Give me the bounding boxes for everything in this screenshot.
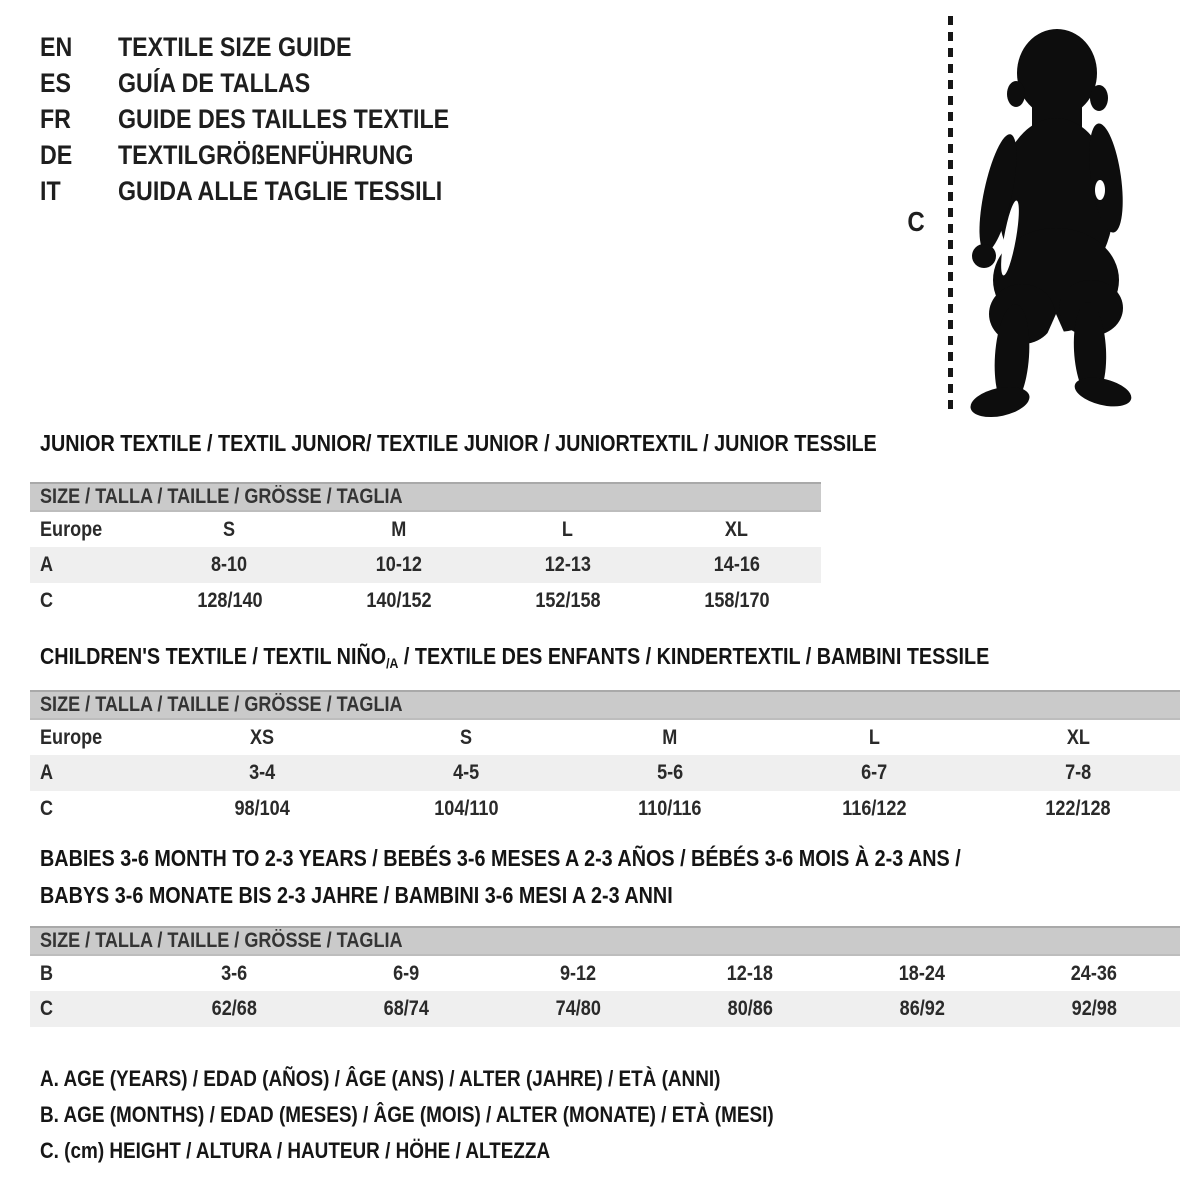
age-cell: 8-10 [211,553,248,576]
table-row-height [30,991,1180,1027]
children-section-title: CHILDREN'S TEXTILE / TEXTIL $NIÑO_{/A}$ / TEXTILE DES ENFANTS / KINDERTEXTIL / BAMBINI TESSILE [40,643,990,672]
height-cell: 86/92 [899,997,945,1020]
lang-code: DE [40,139,73,170]
size-header-bar [30,691,1180,719]
months-cell: 9-12 [559,961,597,985]
lang-row-it [40,173,503,209]
row-label: B [40,961,54,985]
babies-size-table [30,926,1180,1027]
age-cell: 6-7 [860,761,888,784]
junior-size-table [30,482,821,619]
months-cell: 3-6 [220,961,248,985]
height-cell: 128/140 [196,589,263,612]
months-cell: 6-9 [392,961,420,985]
lang-code: ES [40,67,71,98]
height-cell: 158/170 [703,589,770,612]
legend-height-cm: C. (cm) HEIGHT / ALTURA / HAUTEUR / HÖHE / ALTEZZA [40,1138,551,1163]
row-label: C [40,997,54,1020]
age-cell: 10-12 [375,553,422,576]
size-cell: L [561,517,574,541]
lang-code: EN [40,31,73,62]
row-label: Europe [40,725,103,749]
size-cell: S [223,517,236,541]
height-cell: 74/80 [555,997,601,1020]
height-cell: 122/128 [1045,797,1111,820]
babies-section-title-line1: BABIES 3-6 MONTH TO 2-3 YEARS / BEBÉS 3-6 MESES A 2-3 AÑOS / BÉBÉS 3-6 MOIS À 2-3 ANS / [40,845,961,871]
guide-title-es: GUÍA DE TALLAS [118,67,311,98]
size-header-label: SIZE / TALLA / TAILLE / GRÖSSE / TAGLIA [40,693,403,716]
row-label: A [40,553,54,576]
size-cell: XL [1066,725,1090,749]
title-subscript: /A [386,655,399,672]
lang-row-de [40,137,503,173]
row-label: Europe [40,517,103,541]
lang-code: FR [40,103,71,134]
age-cell: 5-6 [656,761,684,784]
months-cell: 12-18 [726,961,774,985]
row-label: C [40,589,54,612]
height-cell: 104/110 [433,797,499,820]
size-cell: XS [249,725,275,749]
height-cell: 110/116 [638,797,702,820]
months-cell: 18-24 [898,961,946,985]
size-header-bar [30,483,821,511]
toddler-silhouette-icon [960,18,1142,420]
guide-title-fr: GUIDE DES TAILLES TEXTILE [118,103,450,134]
age-cell: 3-4 [248,761,276,784]
age-cell: 14-16 [713,553,760,576]
table-row-age [30,547,821,583]
row-label: C [40,797,54,820]
height-cell: 152/158 [534,589,601,612]
guide-title-it: GUIDA ALLE TAGLIE TESSILI [118,175,443,206]
age-cell: 4-5 [452,761,480,784]
lang-row-fr [40,101,503,137]
age-cell: 12-13 [544,553,591,576]
table-row-months [30,955,1180,991]
babies-section-title-line2: BABYS 3-6 MONATE BIS 2-3 JAHRE / BAMBINI 3-6 MESI A 2-3 ANNI [40,882,673,908]
language-title-block [40,29,503,209]
height-cell: 68/74 [383,997,429,1020]
size-cell: XL [724,517,749,541]
size-cell: L [868,725,880,749]
age-cell: 7-8 [1064,761,1092,784]
size-header-label: SIZE / TALLA / TAILLE / GRÖSSE / TAGLIA [40,485,403,508]
children-size-table [30,690,1180,827]
lang-row-en [40,29,503,65]
guide-title-de: TEXTILGRÖßENFÜHRUNG [118,139,414,170]
height-measure-line [948,16,953,416]
size-cell: M [390,517,407,541]
months-cell: 24-36 [1070,961,1118,985]
size-cell: S [459,725,473,749]
table-row-height [30,791,1180,827]
lang-code: IT [40,175,61,206]
row-label: A [40,761,54,784]
junior-section-title: JUNIOR TEXTILE / TEXTIL JUNIOR/ TEXTILE JUNIOR / JUNIORTEXTIL / JUNIOR TESSILE [40,430,877,456]
table-row-height [30,583,821,619]
size-header-label: SIZE / TALLA / TAILLE / GRÖSSE / TAGLIA [40,929,403,952]
height-cell: 116/122 [841,797,907,820]
table-row-age [30,755,1180,791]
legend-age-months: B. AGE (MONTHS) / EDAD (MESES) / ÂGE (MOIS) / ALTER (MONATE) / ETÀ (MESI) [40,1102,774,1127]
height-cell: 92/98 [1071,997,1117,1020]
size-cell: M [662,725,678,749]
height-cell: 62/68 [211,997,257,1020]
lang-row-es [40,65,503,101]
height-cell: 140/152 [365,589,432,612]
legend-age-years: A. AGE (YEARS) / EDAD (AÑOS) / ÂGE (ANS) / ALTER (JAHRE) / ETÀ (ANNI) [40,1066,721,1091]
height-measure-label: C [907,206,925,237]
height-cell: 80/86 [727,997,773,1020]
table-row-europe [30,719,1180,755]
size-header-bar [30,927,1180,955]
height-cell: 98/104 [234,797,290,820]
table-row-europe [30,511,821,547]
guide-title-en: TEXTILE SIZE GUIDE [118,31,352,62]
